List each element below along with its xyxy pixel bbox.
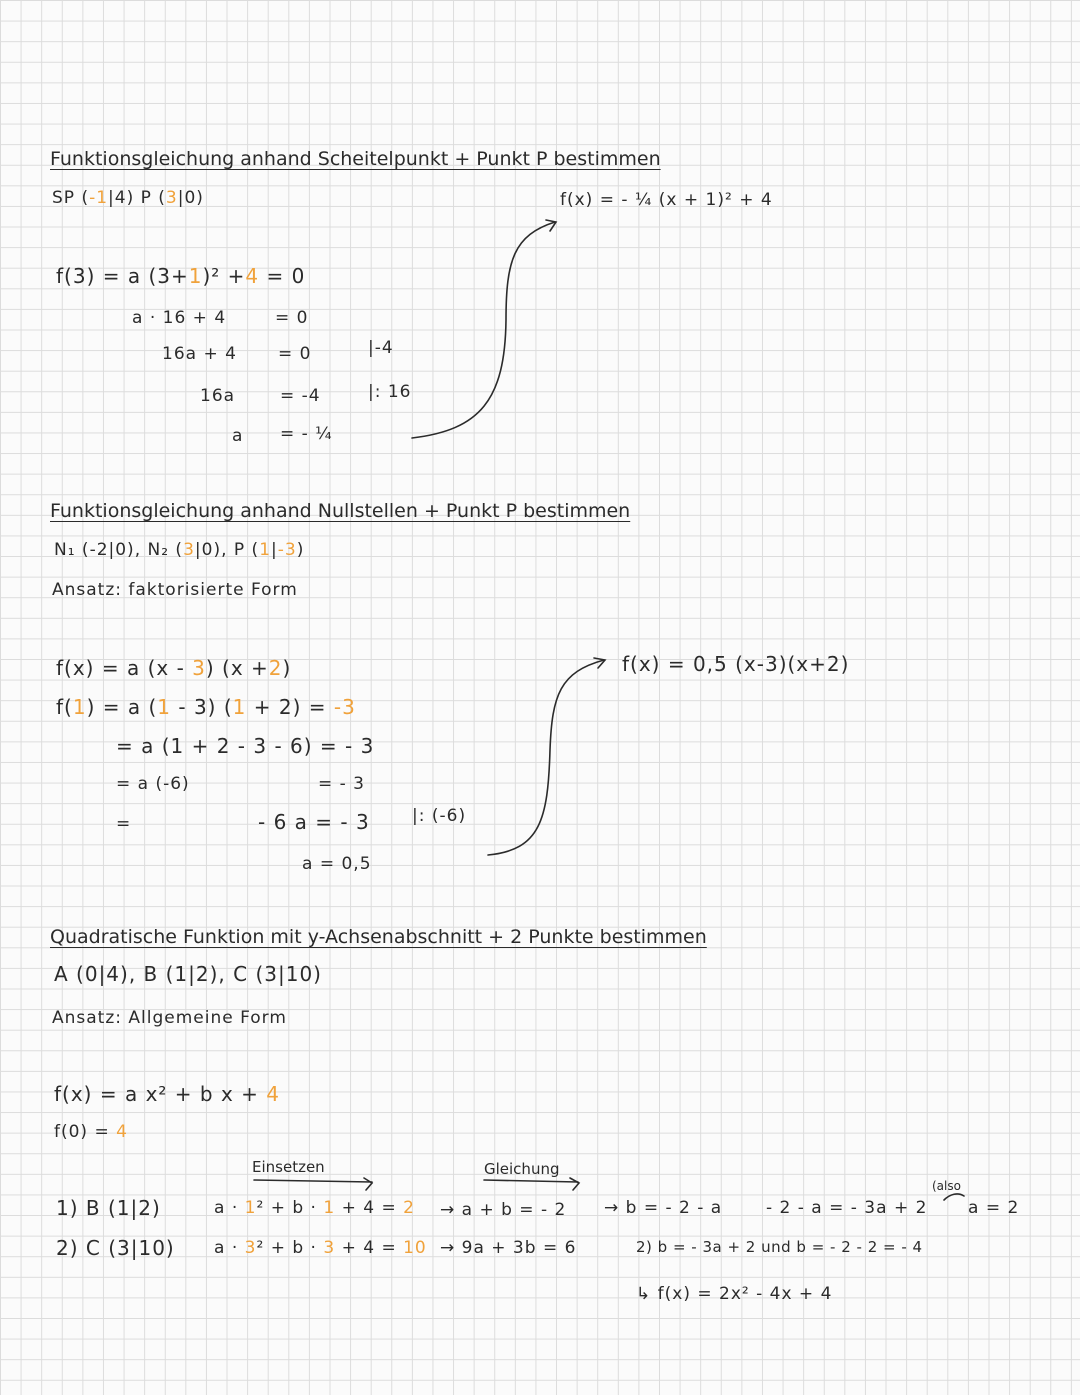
section3-given: A (0|4), B (1|2), C (3|10) bbox=[54, 962, 322, 986]
s2-step3: = a (1 + 2 - 3 - 6) = - 3 bbox=[116, 734, 375, 758]
arrow-gleichung-head bbox=[570, 1178, 579, 1190]
final-function: ↳ f(x) = 2x² - 4x + 4 bbox=[636, 1284, 833, 1304]
eq2-label: 2) C (3|10) bbox=[56, 1236, 175, 1260]
s1-step3: 16a + 4 bbox=[162, 344, 237, 364]
s1-step3-note: |-4 bbox=[368, 338, 394, 358]
arrow-einsetzen-head bbox=[364, 1178, 372, 1190]
section2-title: Funktionsgleichung anhand Nullstellen + Punkt P bestimmen bbox=[50, 500, 631, 522]
s2-step4: = a (-6) bbox=[116, 774, 190, 794]
s2-step5-rhs: - 6 a = - 3 bbox=[258, 810, 370, 834]
arrow-einsetzen bbox=[254, 1180, 372, 1182]
section3-approach: Ansatz: Allgemeine Form bbox=[52, 1008, 287, 1028]
s1-step4-note: |: 16 bbox=[368, 382, 412, 402]
s1-step3-rhs: = 0 bbox=[278, 344, 312, 364]
s1-step1: f(3) = a (3+1)² +4 = 0 bbox=[56, 264, 306, 288]
arrow-s2 bbox=[488, 660, 604, 855]
s3-step2: f(0) = 4 bbox=[54, 1122, 128, 1142]
s1-step5: a bbox=[232, 426, 244, 446]
s2-step5: = bbox=[116, 814, 132, 834]
arrow-gleichung bbox=[484, 1180, 578, 1182]
eq1-label: 1) B (1|2) bbox=[56, 1196, 161, 1220]
solve-b-value: 2) b = - 3a + 2 und b = - 2 - 2 = - 4 bbox=[636, 1238, 923, 1256]
solve-b: → b = - 2 - a bbox=[604, 1198, 723, 1218]
s2-step6: a = 0,5 bbox=[302, 854, 372, 874]
eq1-simplified: → a + b = - 2 bbox=[440, 1200, 567, 1220]
section1-title: Funktionsgleichung anhand Scheitelpunkt + Punkt P bestimmen bbox=[50, 148, 661, 170]
solve-a: - 2 - a = - 3a + 2 bbox=[766, 1198, 928, 1218]
s1-step2: a · 16 + 4 bbox=[132, 308, 227, 328]
section2-given: N₁ (-2|0), N₂ (3|0), P (1|-3) bbox=[54, 540, 305, 560]
s1-step4-rhs: = -4 bbox=[280, 386, 321, 406]
arrow-s1 bbox=[412, 222, 555, 438]
s2-step2: f(1) = a (1 - 3) (1 + 2) = -3 bbox=[56, 695, 356, 719]
section3-title: Quadratische Funktion mit y-Achsenabschnitt + 2 Punkte bestimmen bbox=[50, 926, 707, 948]
einsetzen-label: Einsetzen bbox=[252, 1158, 325, 1176]
s1-step5-rhs: = - ¼ bbox=[280, 424, 333, 444]
section1-result: f(x) = - ¼ (x + 1)² + 4 bbox=[560, 190, 773, 210]
eq1-substitution: a · 1² + b · 1 + 4 = 2 bbox=[214, 1198, 415, 1218]
also-note: (also bbox=[932, 1179, 961, 1193]
eq2-substitution: a · 3² + b · 3 + 4 = 10 bbox=[214, 1238, 427, 1258]
also-hook bbox=[944, 1194, 964, 1200]
gleichung-label: Gleichung bbox=[484, 1160, 560, 1178]
section2-approach: Ansatz: faktorisierte Form bbox=[52, 580, 298, 600]
s2-step1: f(x) = a (x - 3) (x +2) bbox=[56, 656, 292, 680]
section1-given: SP (-1|4) P (3|0) bbox=[52, 188, 204, 208]
s1-step4: 16a bbox=[200, 386, 236, 406]
a-result: a = 2 bbox=[968, 1198, 1020, 1218]
s2-step4-rhs: = - 3 bbox=[318, 774, 366, 794]
s3-step1: f(x) = a x² + b x + 4 bbox=[54, 1082, 280, 1106]
s2-step5-note: |: (-6) bbox=[412, 806, 467, 826]
section2-result: f(x) = 0,5 (x-3)(x+2) bbox=[622, 652, 850, 676]
s1-step2-rhs: = 0 bbox=[275, 308, 309, 328]
eq2-simplified: → 9a + 3b = 6 bbox=[440, 1238, 577, 1258]
